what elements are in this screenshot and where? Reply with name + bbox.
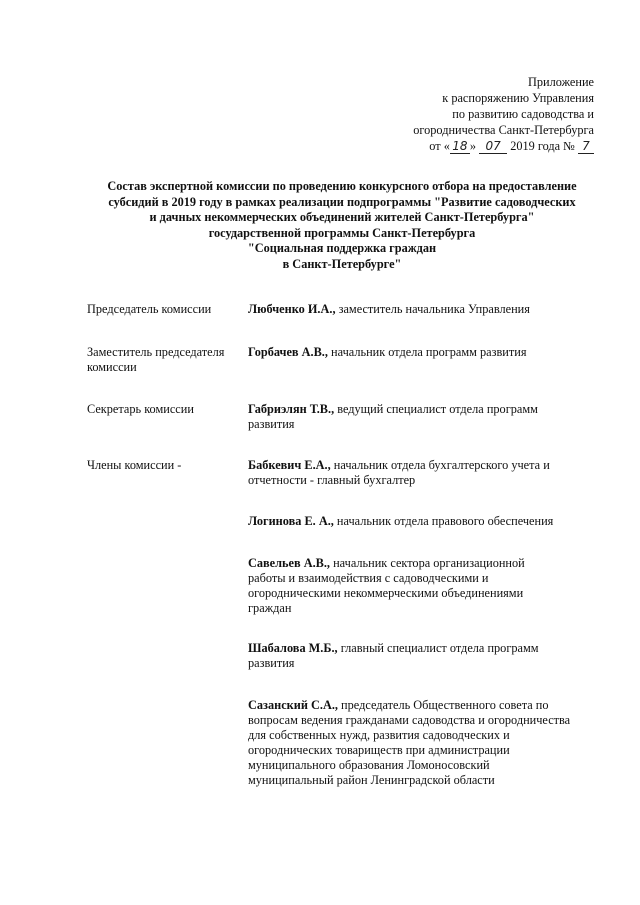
member-entry [248,302,588,317]
member-position: начальник отдела бухгалтерского учета и отчетности - главный бухгалтер [248,458,550,487]
appendix-date-line [274,138,594,154]
title-line: и дачных некоммерческих объединений жителей Санкт-Петербурга" [149,210,535,224]
member-position: заместитель начальника Управления [335,302,530,316]
member-position: начальник отдела программ развития [327,345,527,359]
member-entry [248,698,578,788]
appendix-line: Приложение [528,75,594,89]
title-line: в Санкт-Петербурге" [282,256,402,271]
date-day-handwritten: 18 [450,140,470,154]
member-role: Члены комиссии - [87,458,182,472]
member-role: Секретарь комиссии [87,402,194,416]
member-position: председатель Общественного совета по вопросам ведения гражданами садоводства и огородничества для собственных нужд, развития садоводческих и огороднических товариществ при администрации муниципального образования Ломоносовский муниципальный район Ленинградской области [248,698,571,787]
document-title [80,179,604,272]
date-year-text: 2019 года № [510,139,575,153]
appendix-line: огородничества Санкт-Петербурга [413,123,594,137]
date-mid: » [469,139,477,153]
member-name: Сазанский С.А., [248,698,338,712]
appendix-line: к распоряжению Управления [442,91,594,105]
title-line: субсидий в 2019 году в рамках реализации подпрограммы "Развитие садоводческих [108,194,576,209]
member-name: Габриэлян Т.В., [248,402,335,416]
appendix-line: по развитию садоводства и [452,107,594,121]
member-entry [248,345,588,360]
member-entry [248,402,564,432]
order-number-handwritten: 7 [578,140,594,154]
appendix-header [274,74,594,154]
member-position: ведущий специалист отдела программ развития [248,402,538,431]
member-name: Бабкевич Е.А., [248,458,331,472]
member-entry [248,514,588,529]
title-line: "Социальная поддержка граждан [247,241,437,255]
member-role: Заместитель председателя комиссии [87,345,225,374]
member-entry [248,458,578,488]
member-name: Любченко И.А., [248,302,336,316]
title-line: государственной программы Санкт-Петербурга [208,225,476,240]
date-prefix: от « [429,139,450,153]
date-month-handwritten: 07 [479,140,507,154]
member-name: Шабалова М.Б., [248,641,338,655]
member-position: начальник сектора организационной работы и взаимодействия с садоводческими и огородническими некоммерческими объединениями граждан [248,556,525,615]
member-name: Логинова Е. А., [248,514,334,528]
member-entry [248,556,564,616]
member-position: начальник отдела правового обеспечения [333,514,554,528]
member-position: главный специалист отдела программ развития [248,641,539,670]
member-name: Горбачев А.В., [248,345,328,359]
member-entry [248,641,564,671]
title-line: Состав экспертной комиссии по проведению конкурсного отбора на предоставление [107,179,577,193]
member-name: Савельев А.В., [248,556,331,570]
member-role: Председатель комиссии [87,302,212,316]
